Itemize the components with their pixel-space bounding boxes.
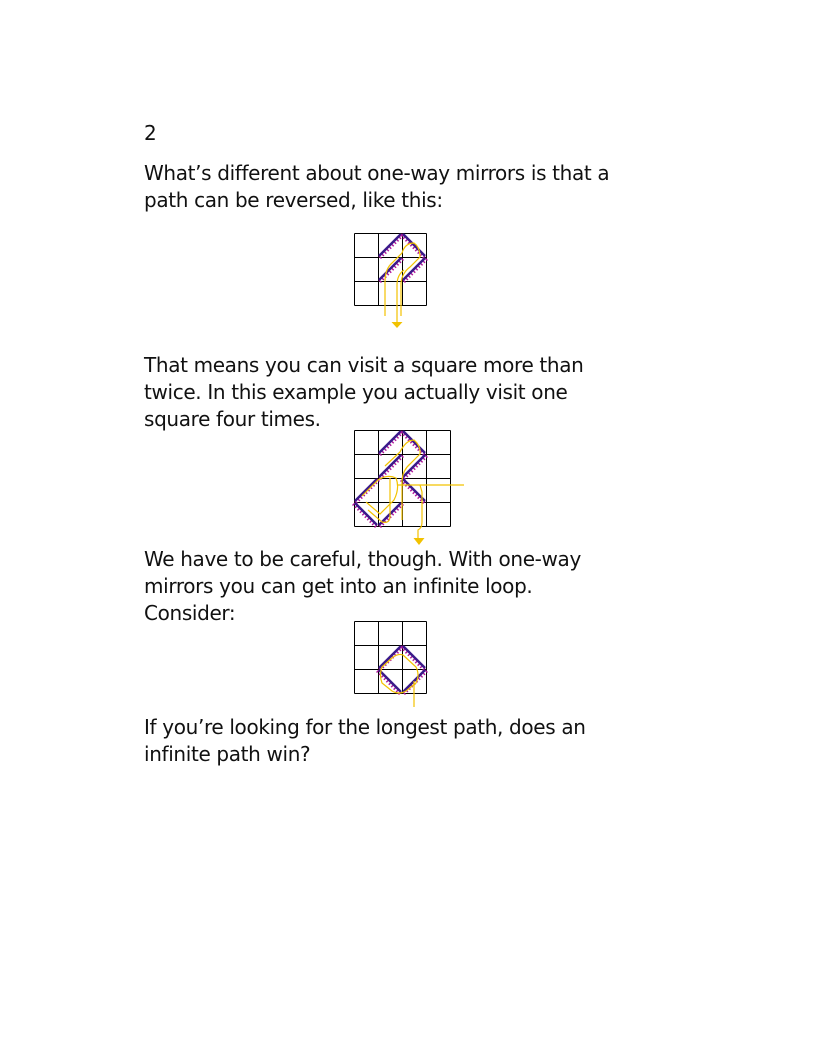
mirror-surface [379,646,401,668]
mirror-surface [379,455,401,477]
mirror-grid-four-visits-figure [354,430,466,550]
one-way-mirror [401,234,425,258]
mirror-surface [355,503,377,525]
mirror-surface [355,479,377,501]
light-path-loop-b [362,476,398,514]
one-way-mirror [379,258,403,282]
mirror-surface [379,431,401,453]
page-number: 2 [144,121,157,145]
one-way-mirror [401,431,425,455]
paragraph-longest-path-question: If you’re looking for the longest path, does an infinite path win? [144,715,586,766]
one-way-mirror [379,503,403,527]
paragraph-reversal-intro: What’s different about one-way mirrors is that a path can be reversed, like this: [144,161,610,212]
mirror-grid-infinite-loop-figure [354,621,428,711]
exit-arrow-icon [414,538,425,545]
one-way-mirror [379,455,403,479]
mirror-grid-reversal-figure [354,233,428,333]
mirror-surface [379,258,401,280]
mirror-surface [403,258,425,280]
mirror-surface [403,455,425,477]
mirror-surface [403,431,425,453]
paragraph-infinite-loop: We have to be careful, though. With one-way mirrors you can get into an infinite loop. Consider: [144,547,581,625]
one-way-mirror [401,646,425,670]
exit-arrow-icon [392,322,403,328]
mirror-surface [379,234,401,256]
paragraph-visit-twice: That means you can visit a square more than twice. In this example you actually visit one square four times. [144,353,584,431]
